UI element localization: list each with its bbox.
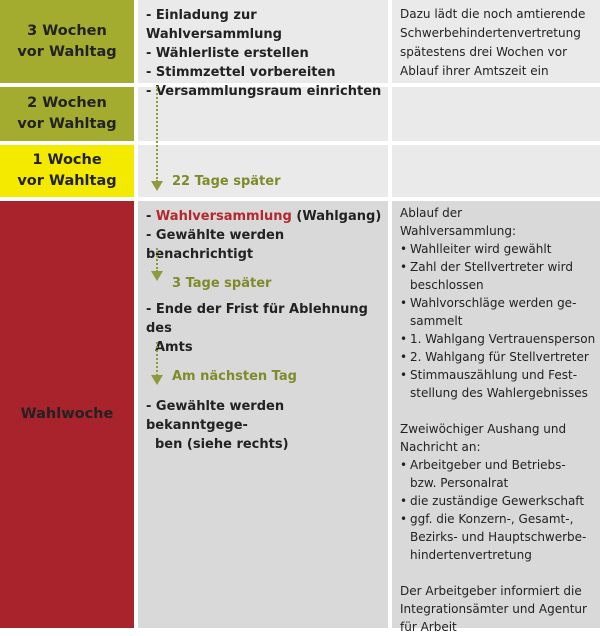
- task-line: Amts: [155, 340, 193, 355]
- band-label: Wahlwoche: [20, 406, 114, 422]
- closing-line: für Arbeit: [400, 620, 457, 634]
- arrow-down-icon: [151, 271, 163, 281]
- note-line: Ablauf ihrer Amtszeit ein: [400, 64, 549, 78]
- band-1-woche: [0, 145, 134, 197]
- list-item-text: 2. Wahlgang für Stellvertreter: [410, 350, 589, 364]
- band-3-wochen: [0, 0, 134, 83]
- task-line: ben (siehe rechts): [155, 437, 289, 452]
- note-line: spätestens drei Wochen vor: [400, 45, 568, 59]
- list-item-text: Zahl der Stellvertreter wird: [410, 260, 573, 274]
- task-suffix: (Wahlgang): [291, 209, 382, 224]
- band-wahlwoche: [0, 201, 134, 628]
- recipients-list: [400, 456, 598, 564]
- band-label-line1: 2 Wochen: [27, 95, 107, 111]
- list-item-text: beschlossen: [410, 278, 484, 292]
- spacer: [400, 402, 598, 420]
- note-heading: Nachricht an:: [400, 440, 481, 454]
- note-cell-2-wochen: [392, 87, 600, 141]
- task-item: - Wählerliste erstellen: [146, 46, 309, 61]
- timeline-dotted-line: [156, 248, 158, 272]
- task-prefix: -: [146, 209, 156, 224]
- spacer: [400, 564, 598, 582]
- arrow-down-icon: [151, 375, 163, 385]
- closing-line: Der Arbeitgeber informiert die: [400, 584, 582, 598]
- list-item-text: hindertenvertretung: [410, 548, 532, 562]
- timeline-dotted-line: [156, 342, 158, 376]
- task-wahlversammlung: [146, 207, 386, 226]
- list-item-text: Stimmauszählung und Fest-: [410, 368, 578, 382]
- note-line: Schwerbehindertenvertretung: [400, 26, 581, 40]
- timeline-dotted-line: [156, 86, 158, 182]
- note-heading: Wahlversammlung:: [400, 224, 516, 238]
- closing-line: Integrationsämter und Agentur: [400, 602, 587, 616]
- task-item: - Stimmzettel vorbereiten: [146, 65, 336, 80]
- note-heading: Ablauf der: [400, 206, 463, 220]
- list-item-text: ggf. die Konzern-, Gesamt-,: [410, 512, 574, 526]
- list-item: [400, 510, 598, 564]
- band-label-line2: vor Wahltag: [17, 43, 117, 60]
- arrow-down-icon: [151, 181, 163, 191]
- step-label-3-tage: 3 Tage später: [172, 276, 272, 291]
- list-item: [400, 366, 598, 402]
- note-3-wochen: [400, 5, 598, 81]
- list-item-text: Bezirks- und Hauptschwerbe-: [410, 530, 587, 544]
- band-label-line1: 1 Woche: [32, 152, 102, 168]
- list-item-text: die zuständige Gewerkschaft: [410, 494, 585, 508]
- step-label-naechster-tag: Am nächsten Tag: [172, 369, 297, 384]
- list-item: [400, 240, 598, 258]
- task-line: - Ende der Frist für Ablehnung des: [146, 302, 368, 336]
- note-heading: Zweiwöchiger Aushang und: [400, 422, 567, 436]
- task-list-3-wochen: [146, 6, 386, 101]
- list-item: [400, 294, 598, 330]
- band-label-line2: vor Wahltag: [17, 116, 117, 132]
- band-2-wochen: [0, 87, 134, 141]
- list-item: [400, 330, 598, 348]
- task-item: - Versammlungsraum einrichten: [146, 84, 382, 99]
- task-item: - Einladung zur Wahlversammlung: [146, 8, 282, 42]
- list-item-text: Wahlvorschläge werden ge-: [410, 296, 577, 310]
- list-item: [400, 258, 598, 294]
- task-ende-frist: [146, 300, 386, 357]
- list-item-text: sammelt: [410, 314, 463, 328]
- step-label-22-tage: 22 Tage später: [172, 174, 281, 189]
- procedure-list: [400, 240, 598, 402]
- list-item: [400, 348, 598, 366]
- list-item: [400, 492, 598, 510]
- list-item-text: Wahlleiter wird gewählt: [410, 242, 552, 256]
- task-benachrichtigt: - Gewählte werden benachrichtigt: [146, 228, 285, 262]
- note-cell-1-woche: [392, 145, 600, 197]
- list-item-text: Arbeitgeber und Betriebs-: [410, 458, 566, 472]
- list-item-text: bzw. Personalrat: [410, 476, 509, 490]
- task-line: - Gewählte werden bekanntgege-: [146, 399, 285, 433]
- list-item-text: stellung des Wahlergebnisses: [410, 386, 588, 400]
- note-wahlwoche: [400, 204, 598, 636]
- wahlversammlung-highlight: Wahlversammlung: [155, 209, 292, 224]
- band-label-line2: vor Wahltag: [17, 173, 117, 189]
- band-label-line1: 3 Wochen: [27, 22, 107, 39]
- list-item-text: 1. Wahlgang Vertrauensperson: [410, 332, 596, 346]
- note-line: Dazu lädt die noch amtierende: [400, 7, 586, 21]
- task-bekanntgegeben: [146, 397, 386, 454]
- list-item: [400, 456, 598, 492]
